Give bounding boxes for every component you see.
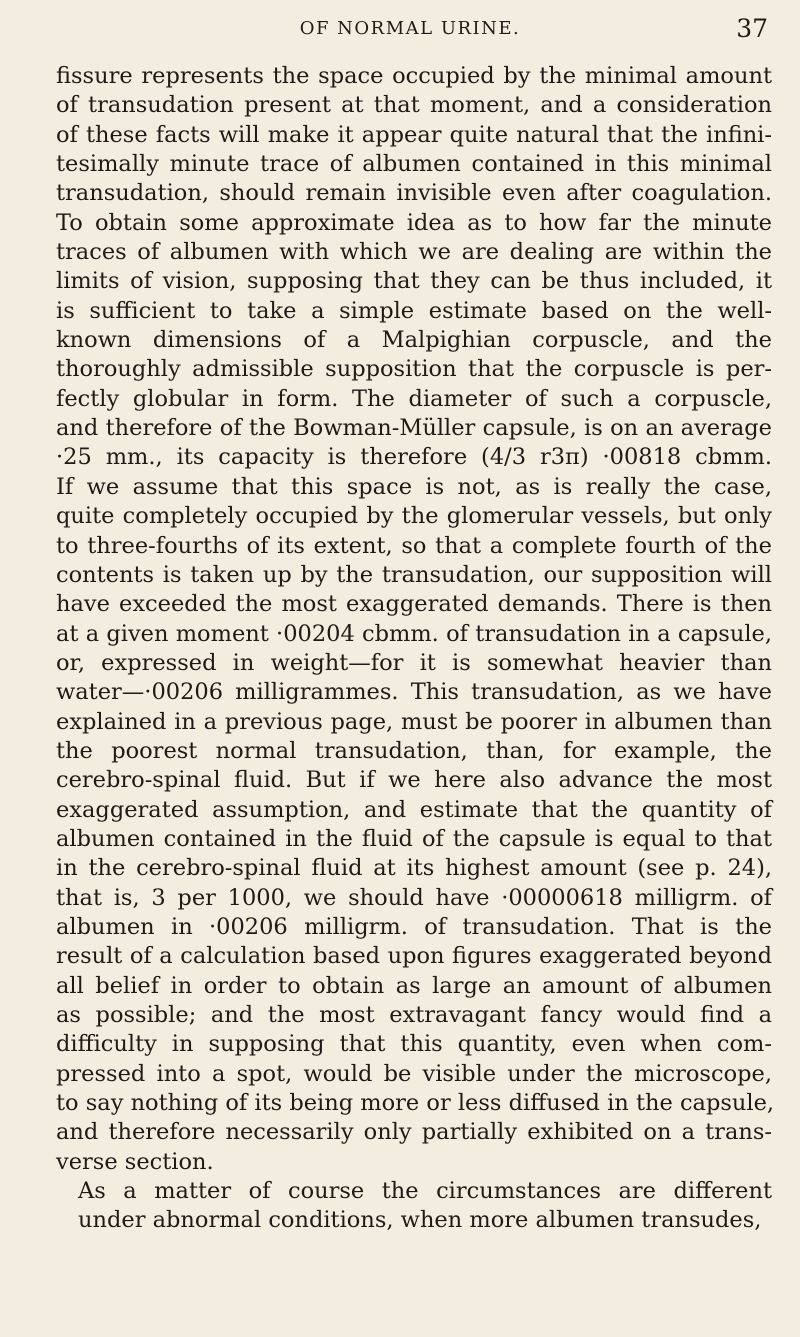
text-line: water—·00206 milligrammes. This transudation, as we have bbox=[56, 679, 772, 706]
text-line: albumen in ·00206 milligrm. of transudation. That is the bbox=[56, 913, 772, 940]
text-line: known dimensions of a Malpighian corpuscle, and the bbox=[56, 327, 772, 354]
paragraph bbox=[56, 1177, 772, 1236]
text-line: fectly globular in form. The diameter of such a corpuscle, bbox=[56, 385, 772, 412]
text-line: result of a calculation based upon figures exaggerated beyond bbox=[56, 943, 772, 970]
text-line: tesimally minute trace of albumen contained in this minimal bbox=[56, 151, 772, 178]
paragraph bbox=[56, 62, 775, 1177]
text-line: is sufficient to take a simple estimate based on the well- bbox=[56, 297, 772, 324]
text-line: As a matter of course the circumstances are different bbox=[78, 1178, 772, 1205]
text-line: cerebro-spinal fluid. But if we here also advance the most bbox=[56, 767, 772, 794]
text-line: pressed into a spot, would be visible under the microscope, bbox=[56, 1060, 772, 1087]
text-line: in the cerebro-spinal fluid at its highest amount (see p. 24), bbox=[56, 855, 772, 882]
text-line: transudation, should remain invisible even after coagulation. bbox=[56, 180, 772, 207]
text-line: fissure represents the space occupied by the minimal amount bbox=[56, 63, 772, 89]
text-line: limits of vision, supposing that they can be thus included, it bbox=[56, 268, 772, 295]
text-line: to three-fourths of its extent, so that a complete fourth of the bbox=[56, 532, 772, 559]
text-line: traces of albumen with which we are dealing are within the bbox=[56, 239, 772, 266]
text-line: and therefore of the Bowman-Müller capsule, is on an average bbox=[56, 415, 772, 442]
text-line: To obtain some approximate idea as to how far the minute bbox=[56, 209, 772, 236]
text-line: If we assume that this space is not, as is really the case, bbox=[56, 473, 772, 500]
text-line: verse section. bbox=[56, 1148, 214, 1175]
text-line: have exceeded the most exaggerated demands. There is then bbox=[56, 591, 772, 618]
text-line: at a given moment ·00204 cbmm. of transudation in a capsule, bbox=[56, 620, 772, 647]
page-number: 37 bbox=[736, 14, 768, 43]
text-line: of these facts will make it appear quite natural that the infini- bbox=[56, 121, 772, 148]
text-line: explained in a previous page, must be poorer in albumen than bbox=[56, 708, 772, 735]
text-line: all belief in order to obtain as large an amount of albumen bbox=[56, 972, 772, 999]
text-line: or, expressed in weight—for it is somewhat heavier than bbox=[56, 649, 772, 676]
text-line: the poorest normal transudation, than, for example, the bbox=[56, 737, 772, 764]
text-line: and therefore necessarily only partially exhibited on a trans- bbox=[56, 1119, 772, 1146]
text-line: under abnormal conditions, when more albumen transudes, bbox=[78, 1207, 762, 1234]
running-title: OF NORMAL URINE. bbox=[299, 18, 521, 39]
text-line: albumen contained in the fluid of the capsule is equal to that bbox=[56, 825, 772, 852]
text-line: quite completely occupied by the glomerular vessels, but only bbox=[56, 503, 772, 530]
text-line: ·25 mm., its capacity is therefore (4/3 r3π) ·00818 cbmm. bbox=[56, 444, 772, 471]
text-line: difficulty in supposing that this quantity, even when com- bbox=[56, 1031, 772, 1058]
text-line: exaggerated assumption, and estimate that the quantity of bbox=[56, 796, 772, 823]
text-line: to say nothing of its being more or less diffused in the capsule, bbox=[56, 1090, 775, 1117]
page-header bbox=[52, 14, 768, 48]
text-line: contents is taken up by the transudation, our supposition will bbox=[56, 561, 772, 588]
text-line: that is, 3 per 1000, we should have ·00000618 milligrm. of bbox=[56, 884, 772, 911]
text-line: as possible; and the most extravagant fancy would find a bbox=[56, 1002, 772, 1028]
text-line: thoroughly admissible supposition that the corpuscle is per- bbox=[56, 356, 772, 383]
body-text bbox=[56, 62, 775, 1236]
text-line: of transudation present at that moment, and a consideration bbox=[56, 92, 772, 119]
